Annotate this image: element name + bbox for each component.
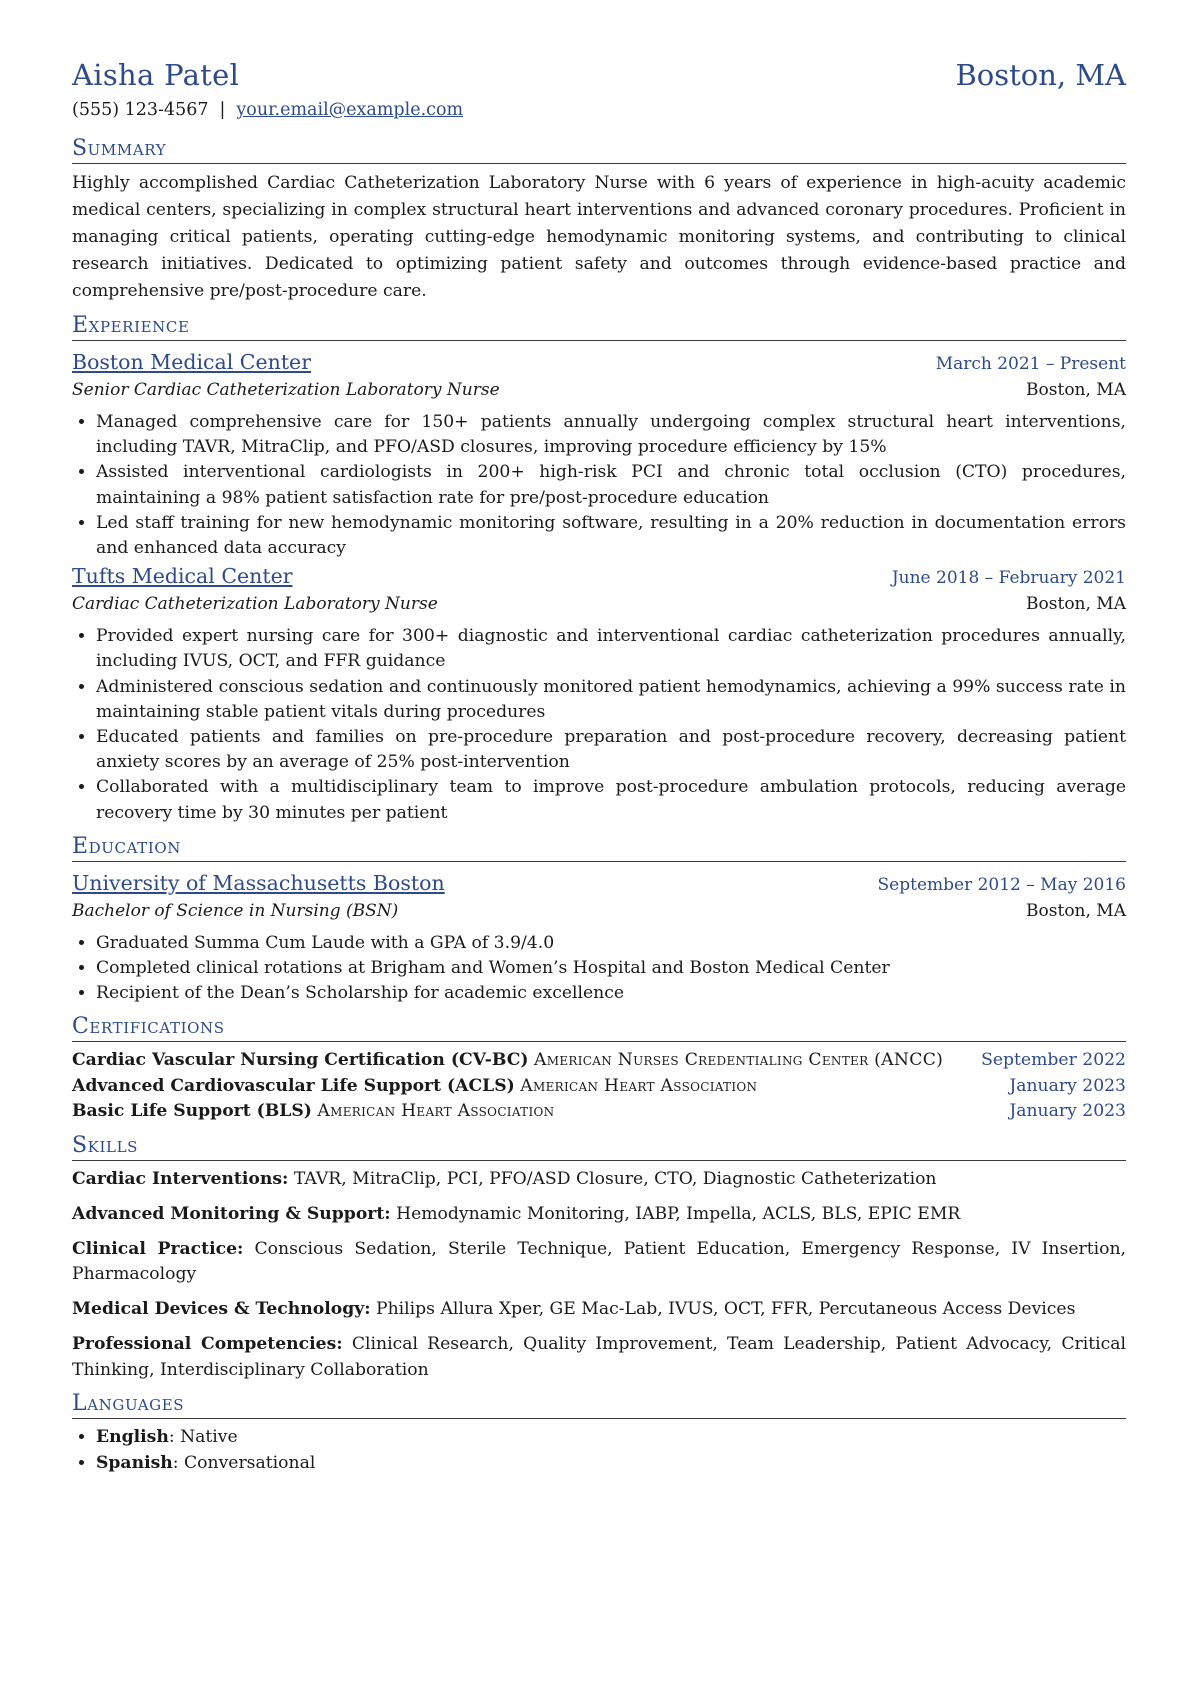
skill-label: Advanced Monitoring & Support: — [72, 1203, 391, 1224]
certification-item — [72, 1048, 1126, 1074]
header — [72, 58, 1126, 92]
job-location: Boston, MA — [1026, 594, 1126, 615]
bullet-item: • Completed clinical rotations at Brigham and Women’s Hospital and Boston Medical Center — [96, 956, 1126, 981]
skill-value: Hemodynamic Monitoring, IABP, Impella, ACLS, BLS, EPIC EMR — [396, 1203, 961, 1224]
skill-value: Philips Allura Xper, GE Mac-Lab, IVUS, OCT, FFR, Percutaneous Access Devices — [376, 1299, 1076, 1320]
education-location: Boston, MA — [1026, 900, 1126, 921]
job-location: Boston, MA — [1026, 380, 1126, 400]
job-bullets — [72, 410, 1126, 561]
bullet-item: • Recipient of the Dean’s Scholarship for academic excellence — [96, 981, 1126, 1006]
skill-label: Medical Devices & Technology: — [72, 1299, 371, 1320]
skill-value: TAVR, MitraClip, PCI, PFO/ASD Closure, CTO, Diagnostic Catheterization — [293, 1168, 937, 1189]
certification-issuer: American Nurses Credentialing Center (ANCC) — [534, 1050, 944, 1071]
certification-name: Basic Life Support (BLS) — [72, 1101, 312, 1122]
job-dates: March 2021 – Present — [935, 354, 1126, 374]
language-level: : Native — [168, 1427, 238, 1448]
skill-item — [72, 1297, 1126, 1323]
education-bullets — [72, 931, 1126, 1007]
section-title-skills: Skills — [72, 1133, 1126, 1161]
skill-label: Professional Competencies: — [72, 1334, 343, 1355]
skill-item — [72, 1237, 1126, 1288]
employer-link[interactable]: Tufts Medical Center — [72, 564, 293, 589]
skill-item — [72, 1332, 1126, 1383]
bullet-item: • Led staff training for new hemodynamic monitoring software, resulting in a 20% reduction in documentation errors and enhanced data accuracy — [96, 511, 1126, 561]
skill-value: Conscious Sedation, Sterile Technique, Patient Education, Emergency Response, IV Insertion, Pharmacology — [72, 1238, 1126, 1285]
skill-value: Clinical Research, Quality Improvement, Team Leadership, Patient Advocacy, Critical Thinking, Interdisciplinary Collaboration — [72, 1334, 1126, 1380]
languages-list — [72, 1425, 1126, 1476]
section-title-languages: Languages — [72, 1391, 1126, 1419]
degree: Bachelor of Science in Nursing (BSN) — [72, 900, 399, 921]
certification-name: Advanced Cardiovascular Life Support (ACLS) — [72, 1075, 515, 1096]
language-item — [96, 1451, 1126, 1477]
job-entry — [72, 561, 1126, 826]
language-name: Spanish — [96, 1452, 173, 1473]
skill-label: Cardiac Interventions: — [72, 1168, 289, 1189]
bullet-item: • Assisted interventional cardiologists in 200+ high-risk PCI and chronic total occlusion (CTO) procedures, maintaining a 98% patient satisfaction rate for pre/post-procedure education — [96, 460, 1126, 510]
certification-date: September 2022 — [981, 1050, 1126, 1071]
section-title-summary: Summary — [72, 136, 1126, 164]
section-title-experience: Experience — [72, 313, 1126, 341]
language-level: : Conversational — [172, 1452, 316, 1473]
certification-issuer: American Heart Association — [317, 1101, 555, 1122]
certification-date: January 2023 — [1009, 1101, 1126, 1122]
certifications-list — [72, 1048, 1126, 1125]
education-entry — [72, 868, 1126, 1007]
summary-text: Highly accomplished Cardiac Catheterization Laboratory Nurse with 6 years of experience in high-acuity academic medical centers, specializing in complex structural heart interventions and advanced coronary procedures. Proficient in managing critical patients, operating cutting-edge hemodynamic monitoring systems, and contributing to clinical research initiatives. Dedicated to optimizing patient safety and outcomes through evidence-based practice and comprehensive pre/post-procedure care. — [72, 173, 1126, 301]
section-title-education: Education — [72, 834, 1126, 862]
resume-page — [72, 58, 1126, 1476]
language-item — [96, 1425, 1126, 1451]
job-entry — [72, 347, 1126, 561]
skill-item — [72, 1167, 1126, 1193]
job-title: Senior Cardiac Catheterization Laboratory Nurse — [72, 380, 500, 400]
certification-issuer: American Heart Association — [520, 1075, 758, 1096]
job-dates: June 2018 – February 2021 — [891, 568, 1126, 589]
contact-separator: | — [219, 100, 226, 120]
bullet-item: • Provided expert nursing care for 300+ diagnostic and interventional cardiac catheterization procedures annually, including IVUS, OCT, and FFR guidance — [96, 624, 1126, 674]
section-title-certifications: Certifications — [72, 1014, 1126, 1042]
education-dates: September 2012 – May 2016 — [877, 874, 1126, 895]
bullet-item: • Managed comprehensive care for 150+ patients annually undergoing complex structural heart interventions, including TAVR, MitraClip, and PFO/ASD closures, improving procedure efficiency by 15% — [96, 410, 1126, 460]
certification-name: Cardiac Vascular Nursing Certification (CV-BC) — [72, 1050, 529, 1071]
job-bullets — [72, 624, 1126, 826]
bullet-item: • Collaborated with a multidisciplinary team to improve post-procedure ambulation protocols, reducing average recovery time by 30 minutes per patient — [96, 775, 1126, 825]
bullet-item: • Graduated Summa Cum Laude with a GPA of 3.9/4.0 — [96, 931, 1126, 956]
certification-item — [72, 1074, 1126, 1100]
skill-label: Clinical Practice: — [72, 1238, 244, 1259]
school-link[interactable]: University of Massachusetts Boston — [72, 870, 445, 895]
skills-list — [72, 1167, 1126, 1384]
candidate-location: Boston, MA — [955, 58, 1126, 92]
certification-item — [72, 1099, 1126, 1125]
candidate-name: Aisha Patel — [72, 58, 240, 92]
email-link[interactable]: your.email@example.com — [236, 100, 464, 120]
skill-item — [72, 1202, 1126, 1228]
employer-link[interactable]: Boston Medical Center — [72, 350, 311, 374]
bullet-item: • Administered conscious sedation and continuously monitored patient hemodynamics, achieving a 99% success rate in maintaining stable patient vitals during procedures — [96, 675, 1126, 725]
certification-date: January 2023 — [1009, 1075, 1126, 1096]
phone-number: (555) 123-4567 — [72, 100, 209, 120]
contact-line — [72, 100, 1126, 120]
language-name: English — [96, 1427, 169, 1448]
bullet-item: • Educated patients and families on pre-procedure preparation and post-procedure recovery, decreasing patient anxiety scores by an average of 25% post-intervention — [96, 725, 1126, 775]
job-title: Cardiac Catheterization Laboratory Nurse — [72, 594, 438, 615]
